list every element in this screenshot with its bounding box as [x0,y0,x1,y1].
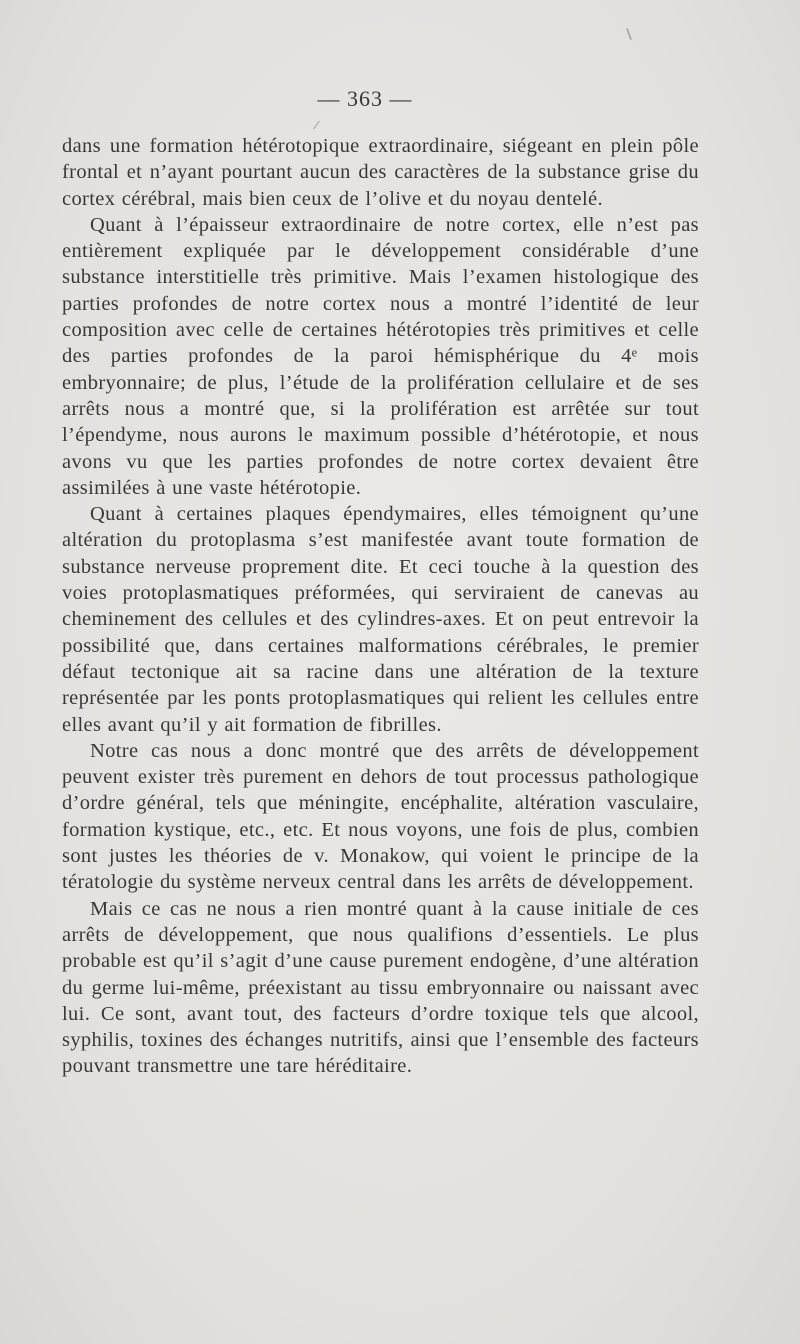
paragraph: Quant à certaines plaques épendymaires, elles témoignent qu’une altération du protoplasma s’est manifestée avant toute formation de substance nerveuse proprement dite. Et ceci touche à la question des voies protoplasmatiques préformées, qui serviraient de canevas au cheminement des cellules et des cylindres-axes. Et on peut entrevoir la possibilité que, dans certaines malformations cérébrales, le premier défaut tectonique ait sa racine dans une altération de la texture représentée par les ponts protoplasmatiques qui relient les cellules entre elles avant qu’il y ait formation de fibrilles. [62,503,699,736]
paragraph: Quant à l’épaisseur extraordinaire de notre cortex, elle n’est pas entièrement expliquée par le développement considérable d’une substance interstitielle très primitive. Mais l’examen histologique des parties profondes de notre cortex nous a montré l’identité de leur composition avec celle de certaines hétérotopies très primitives et celle des parties profondes de la paroi hémisphérique du 4ᵉ mois embryonnaire; de plus, l’étude de la prolifération cellulaire et de ses arrêts nous a montré que, si la prolifération est arrêtée sur tout l’épendyme, nous aurons le maximum possible d’hétérotopie, et nous avons vu que les parties profondes de notre cortex devaient être assimilées à une vaste hétérotopie. [62,213,699,499]
scan-speck [626,28,632,40]
paragraph: dans une formation hétérotopique extraordinaire, siégeant en plein pôle frontal et n’ayant pourtant aucun des caractères de la substance grise du cortex cérébral, mais bien ceux de l’olive et du noyau dentelé. [62,135,699,210]
paragraph: Notre cas nous a donc montré que des arrêts de développement peuvent exister très purement en dehors de tout processus pathologique d’ordre général, tels que méningite, encéphalite, altération vasculaire, formation kystique, etc., etc. Et nous voyons, une fois de plus, combien sont justes les théories de v. Monakow, qui voient le principe de la tératologie du système nerveux central dans les arrêts de développement. [62,739,699,894]
body-text [62,133,699,1080]
page-number: — 363 — [317,86,413,111]
scan-speck [313,121,320,130]
paragraph: Mais ce cas ne nous a rien montré quant à la cause initiale de ces arrêts de développement, que nous qualifions d’essentiels. Le plus probable est qu’il s’agit d’une cause purement endogène, d’une altération du germe lui-même, préexistant au tissu embryonnaire ou naissant avec lui. Ce sont, avant tout, des facteurs d’ordre toxique tels que alcool, syphilis, toxines des échanges nutritifs, ainsi que l’ensemble des facteurs pouvant transmettre une tare héréditaire. [62,897,699,1078]
